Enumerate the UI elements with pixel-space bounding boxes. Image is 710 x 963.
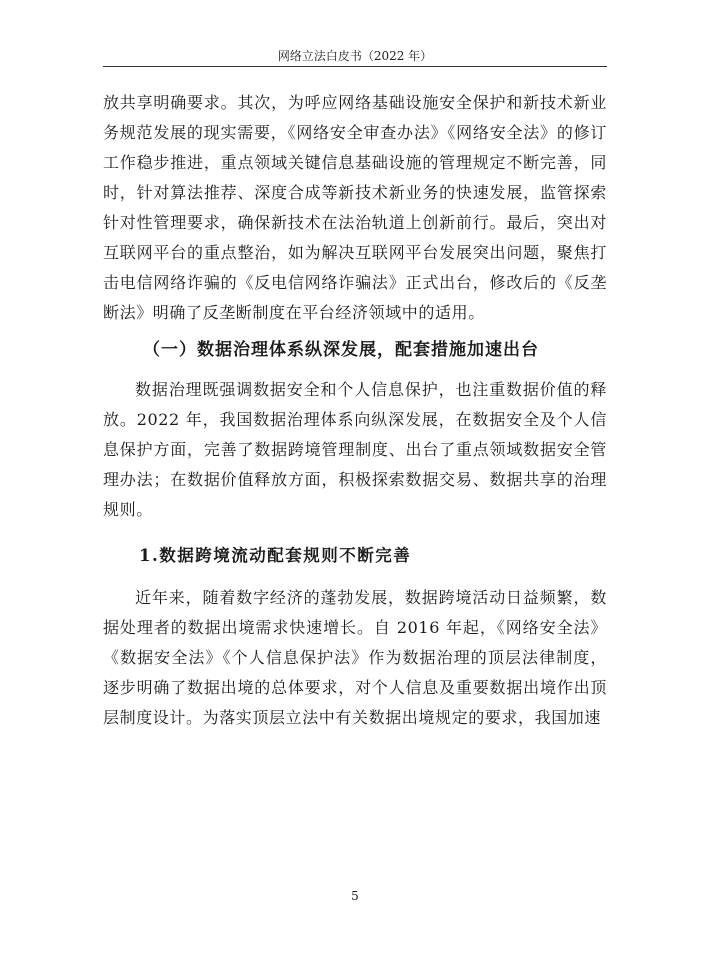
header-title: 网络立法白皮书（2022 年） bbox=[277, 49, 433, 63]
section-heading: （一）数据治理体系纵深发展，配套措施加速出台 bbox=[143, 340, 539, 360]
subsection-heading: 1.数据跨境流动配套规则不断完善 bbox=[139, 546, 412, 565]
body-paragraph: 放共享明确要求。其次，为呼应网络基础设施安全保护和新技术新业务规范发展的现实需要，《网络安全审查办法》《网络安全法》的修订工作稳步推进，重点领域关键信息基础设施的管理规定不断完善，同时，针对算法推荐、深度合成等新技术新业务的快速发展，监管探索针对性管理要求，确保新技术在法治轨道上创新前行。最后，突出对互联网平台的重点整治，如为解决互联网平台发展突出问题，聚焦打击电信网络诈骗的《反电信网络诈骗法》正式出台，修改后的《反垄断法》明确了反垄断制度在平台经济领域中的适用。 bbox=[103, 93, 607, 322]
body-paragraph: 数据治理既强调数据安全和个人信息保护，也注重数据价值的释放。2022 年，我国数据治理体系向纵深发展，在数据安全及个人信息保护方面，完善了数据跨境管理制度、出台了重点领域数据安全管理办法；在数据价值释放方面，积极探索数据交易、数据共享的治理规则。 bbox=[103, 380, 607, 519]
document-body bbox=[103, 88, 607, 733]
body-paragraph: 近年来，随着数字经济的蓬勃发展，数据跨境活动日益频繁，数据处理者的数据出境需求快速增长。自 2016 年起，《网络安全法》《数据安全法》《个人信息保护法》作为数据治理的顶层法律制度，逐步明确了数据出境的总体要求，对个人信息及重要数据出境作出顶层制度设计。为落实顶层立法中有关数据出境规定的要求，我国加速 bbox=[103, 588, 607, 727]
page-header bbox=[103, 0, 607, 67]
page-number: 5 bbox=[351, 889, 359, 903]
